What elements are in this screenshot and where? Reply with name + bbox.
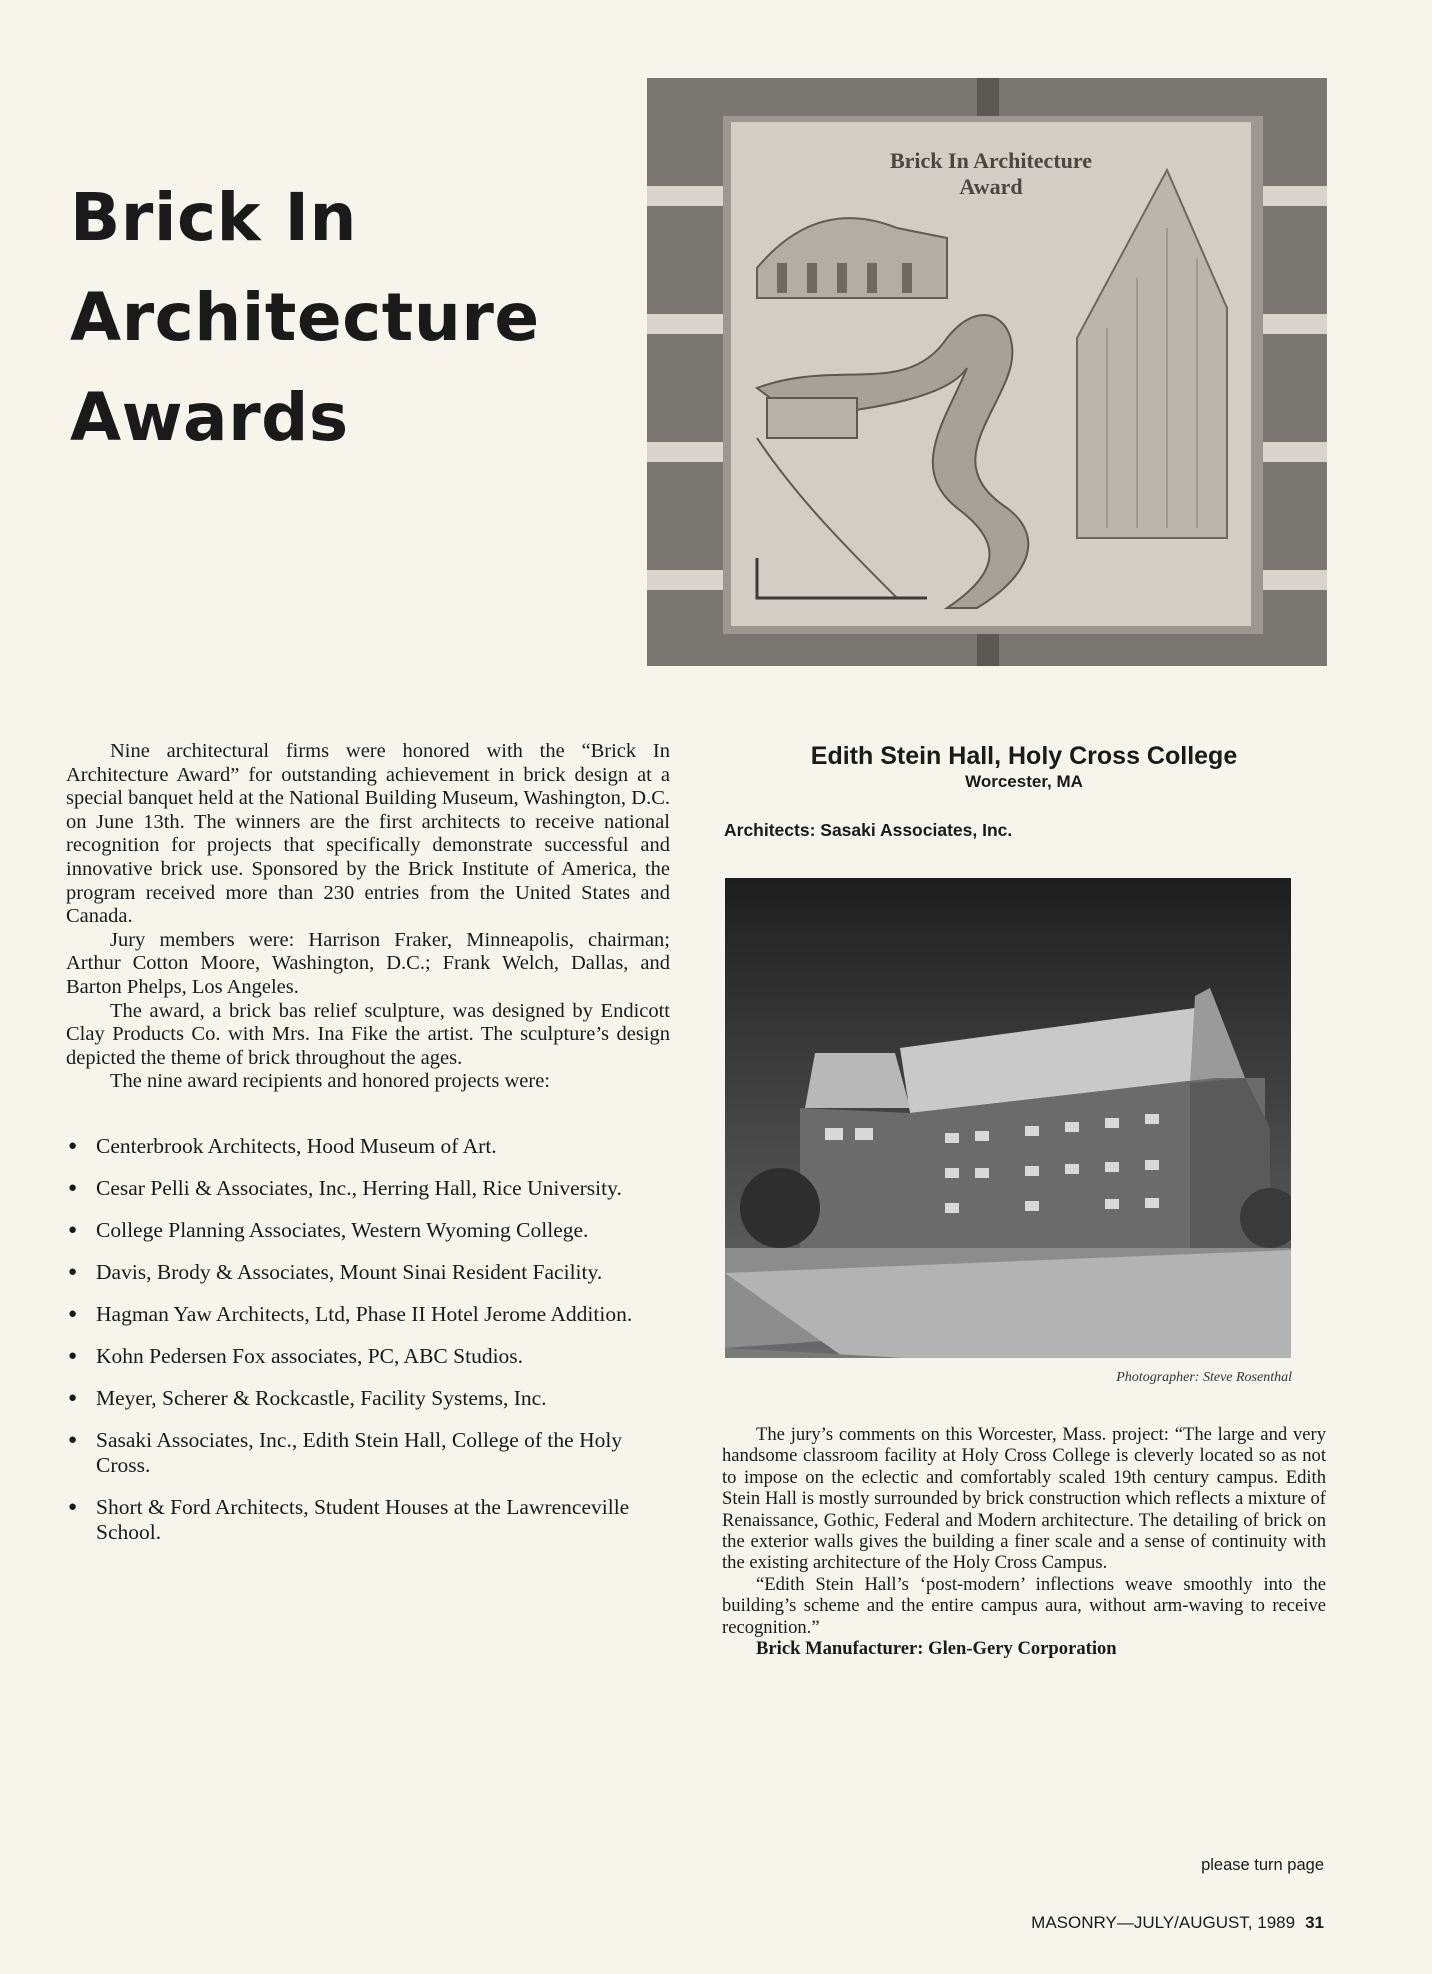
award-plaque-photo: [647, 78, 1327, 666]
winners-list: [66, 1134, 670, 1545]
intro-paragraph-4: The nine award recipients and honored projects were:: [110, 1070, 550, 1093]
jury-comments: [722, 1424, 1326, 1659]
building-photo: [725, 878, 1291, 1358]
list-item: ● College Planning Associates, Western Wyoming College.: [66, 1218, 670, 1243]
intro-paragraph-3: The award, a brick bas relief sculpture, was designed by Endicott Clay Products Co. with Mrs. Ina Fike the artist. The sculpture’s design depicted the theme of brick throughout the ages.: [66, 999, 670, 1069]
list-item: ● Davis, Brody & Associates, Mount Sinai Resident Facility.: [66, 1260, 670, 1285]
list-item: ● Short & Ford Architects, Student Houses at the Lawrenceville School.: [66, 1495, 670, 1545]
publication-line: MASONRY—JULY/AUGUST, 1989: [1031, 1913, 1296, 1932]
title-line-2: Architecture: [70, 279, 540, 356]
page-number: 31: [1305, 1913, 1324, 1932]
list-item: ● Centerbrook Architects, Hood Museum of Art.: [66, 1134, 670, 1159]
page-footer: [1031, 1913, 1324, 1933]
turn-page-note: please turn page: [1201, 1856, 1324, 1874]
project-title: Edith Stein Hall, Holy Cross College: [810, 742, 1238, 770]
title-line-1: Brick In: [70, 179, 358, 256]
page-title: [70, 168, 630, 468]
title-line-3: Awards: [70, 379, 349, 456]
project-column: [722, 742, 1326, 1660]
list-item: ● Kohn Pedersen Fox associates, PC, ABC Studios.: [66, 1344, 670, 1369]
plaque-title: Brick In Architecture: [889, 148, 1093, 173]
list-item: ● Meyer, Scherer & Rockcastle, Facility Systems, Inc.: [66, 1386, 670, 1411]
jury-paragraph-2: “Edith Stein Hall’s ‘post-modern’ inflections weave smoothly into the building’s scheme and the entire campus aura, without arm-waving to receive recognition.”: [722, 1573, 1326, 1638]
list-item: ● Hagman Yaw Architects, Ltd, Phase II Hotel Jerome Addition.: [66, 1302, 670, 1327]
list-item: ● Sasaki Associates, Inc., Edith Stein Hall, College of the Holy Cross.: [66, 1428, 670, 1478]
intro-paragraph-1: Nine architectural firms were honored with the “Brick In Architecture Award” for outstanding achievement in brick design at a special banquet held at the National Building Museum, Washington, D.C. on June 13th. The winners are the first architects to receive national recognition for projects that specifically demonstrate successful and innovative brick use. Sponsored by the Brick Institute of America, the program received more than 230 entries from the United States and Canada.: [66, 740, 670, 928]
brick-manufacturer: Brick Manufacturer: Glen-Gery Corporation: [756, 1638, 1117, 1660]
jury-paragraph-1: The jury’s comments on this Worcester, Mass. project: “The large and very handsome classroom facility at Holy Cross College is cleverly located so as not to impose on the eclectic and comfortably scaled 19th century campus. Edith Stein Hall is mostly surrounded by brick construction which reflects a mixture of Renaissance, Gothic, Federal and Modern architecture. The detailing of brick on the exterior walls gives the building a finer scale and a sense of continuity with the existing architecture of the Holy Cross Campus.: [722, 1424, 1326, 1574]
project-location: Worcester, MA: [965, 772, 1083, 791]
intro-column: [66, 740, 670, 1562]
photo-credit: Photographer: Steve Rosenthal: [1116, 1370, 1292, 1385]
list-item: ● Cesar Pelli & Associates, Inc., Herring Hall, Rice University.: [66, 1176, 670, 1201]
intro-paragraph-2: Jury members were: Harrison Fraker, Minneapolis, chairman; Arthur Cotton Moore, Washington, D.C.; Frank Welch, Dallas, and Barton Phelps, Los Angeles.: [66, 928, 670, 998]
plaque-subtitle: Award: [959, 174, 1023, 199]
project-architects: Architects: Sasaki Associates, Inc.: [724, 820, 1013, 840]
